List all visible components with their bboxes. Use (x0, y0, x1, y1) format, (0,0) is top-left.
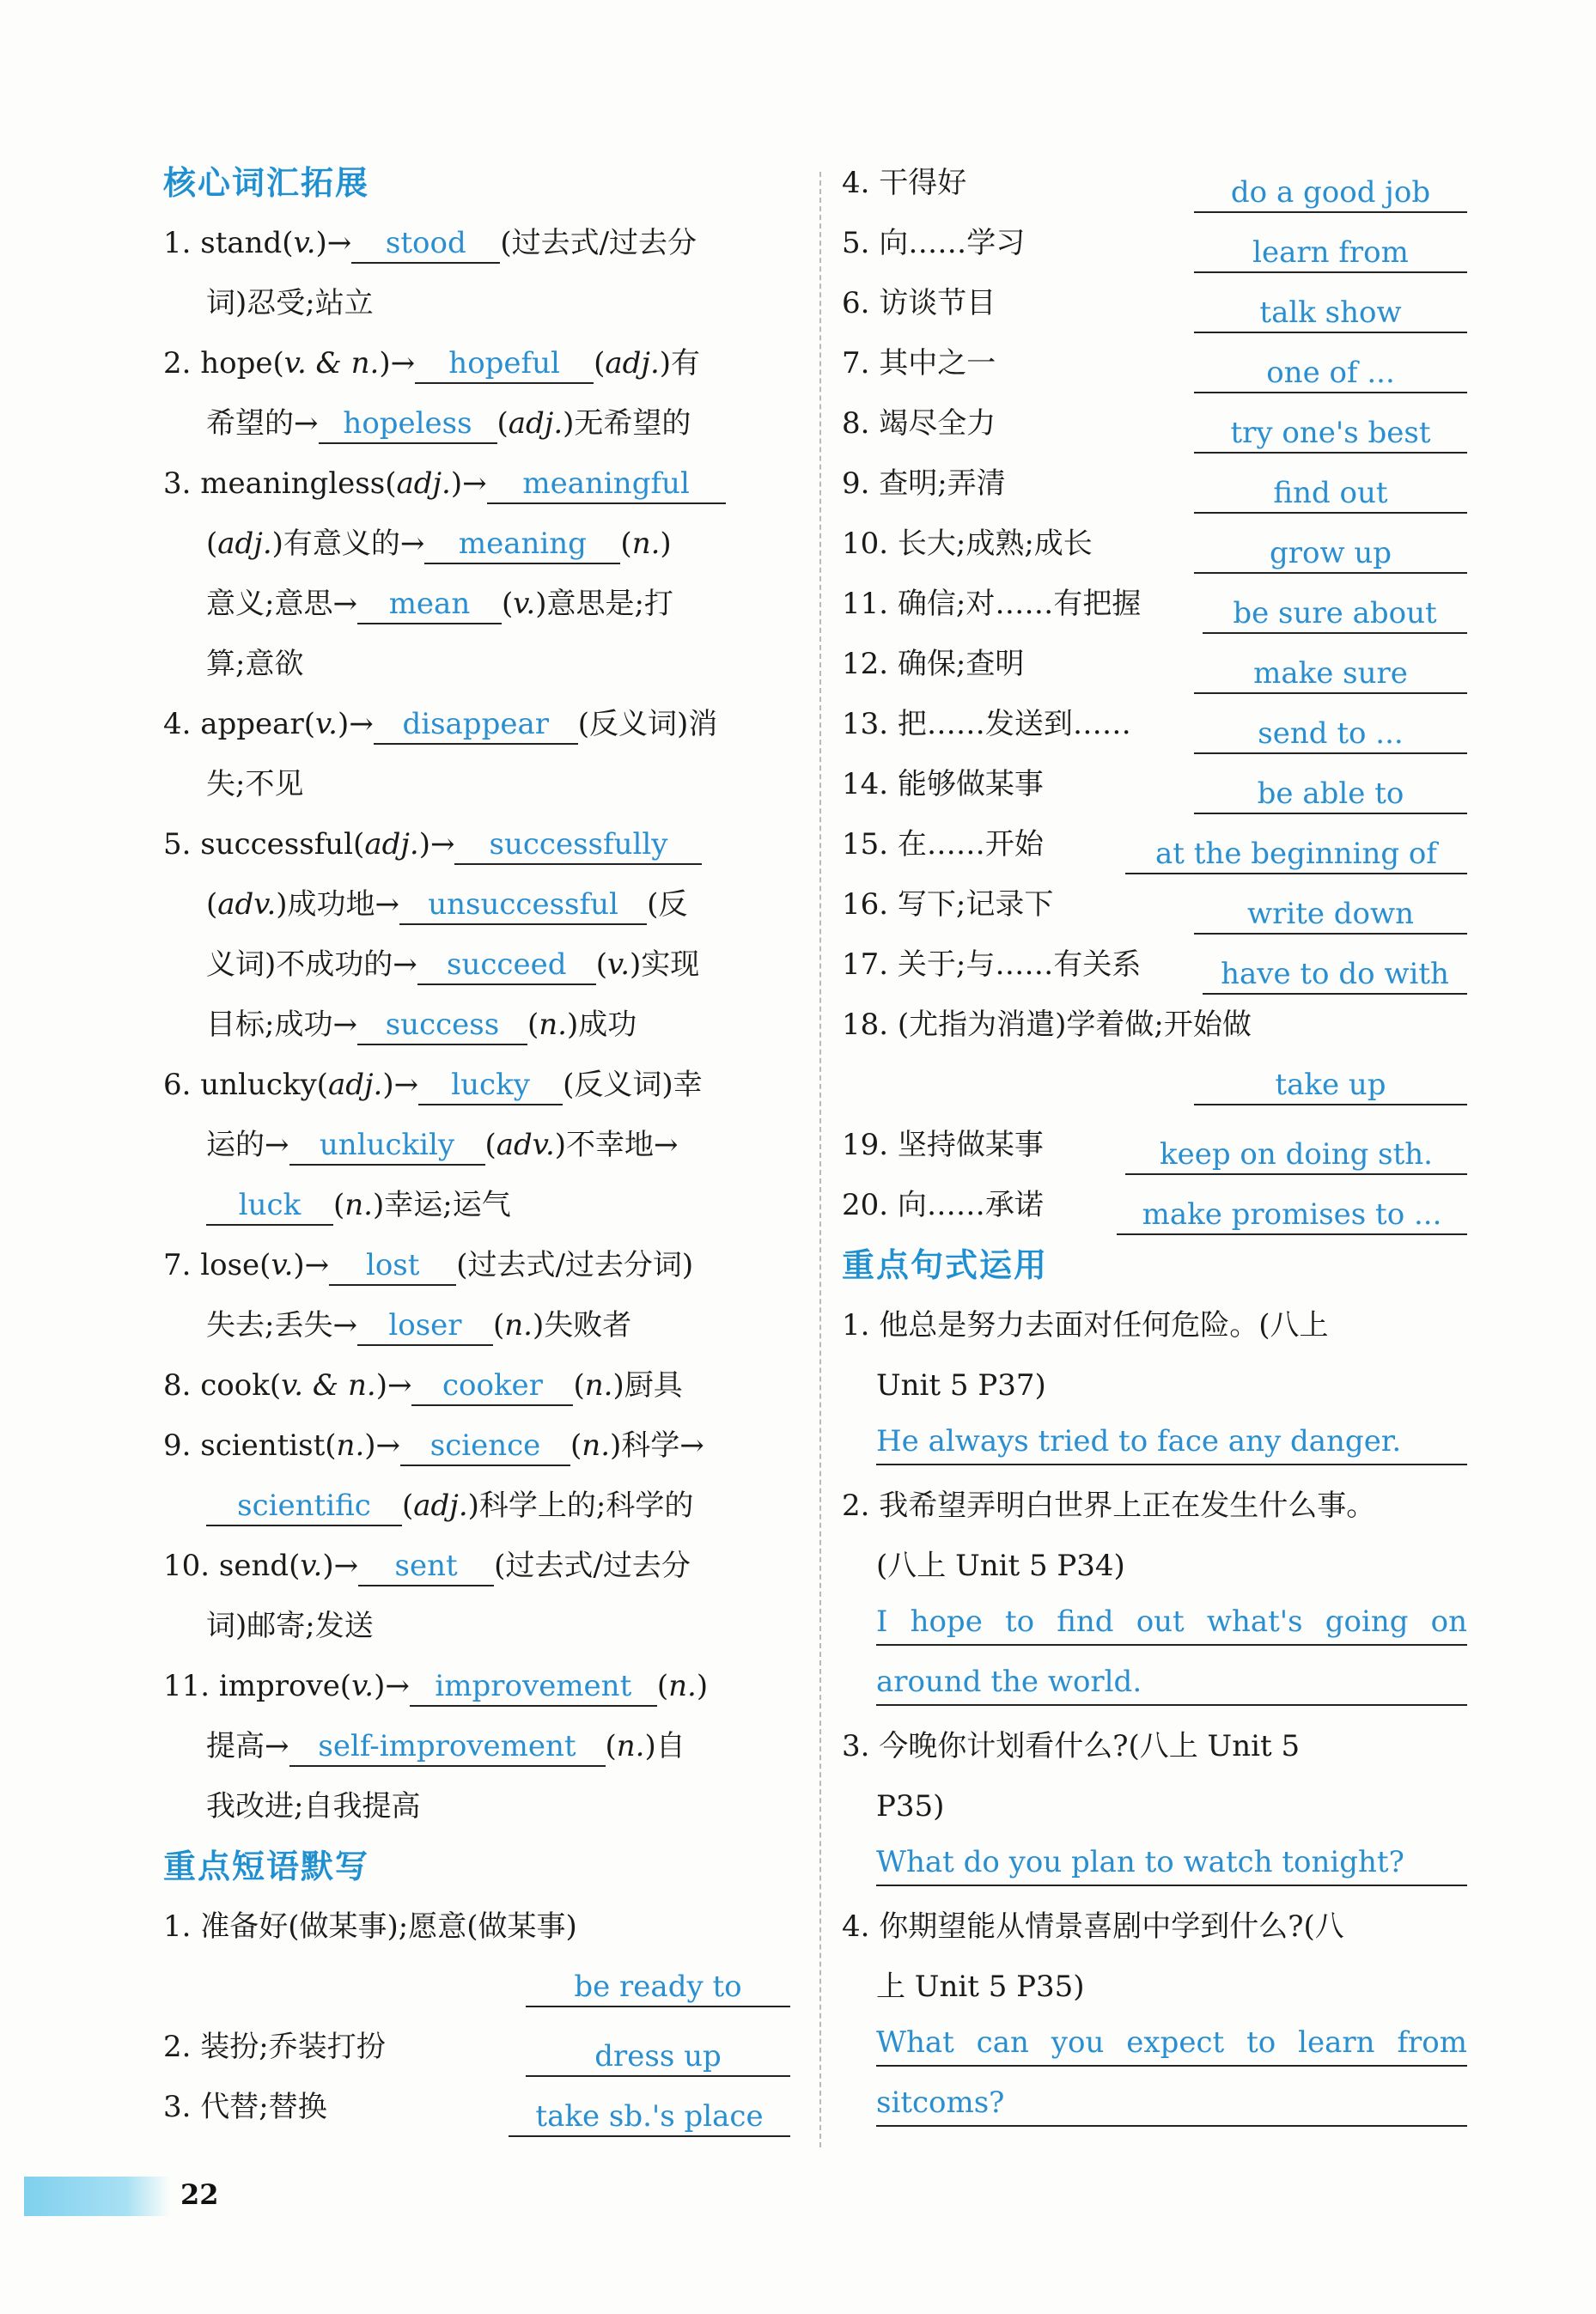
vocab-item-5-cont: (adv.)成功地→ unsuccessful (反 (163, 874, 790, 935)
phrase-8-row (842, 393, 1467, 454)
vocab-item-5-cont2: 义词)不成功的→ succeed (v.)实现 (163, 935, 790, 995)
phrase-answer[interactable]: have to do with (1203, 955, 1467, 995)
vocab-item-10-cont: 词)邮寄;发送 (206, 1609, 374, 1643)
answer-blank[interactable]: improvement (410, 1667, 657, 1707)
phrase-cn: 6. 访谈节目 (842, 286, 996, 320)
sentence-2-q-cont: (八上 Unit 5 P34) (876, 1549, 1125, 1583)
sentence-1-answer[interactable]: He always tried to face any danger. (876, 1416, 1467, 1465)
phrase-17-row (842, 935, 1467, 995)
phrase-cn: 8. 竭尽全力 (842, 406, 996, 441)
phrase-3-row (163, 2077, 790, 2137)
phrase-cn: 16. 写下;记录下 (842, 887, 1054, 922)
phrase-answer[interactable]: make sure (1194, 655, 1467, 694)
phrase-cn: 3. 代替;替换 (163, 2090, 327, 2124)
section-title-phrases: 重点短语默写 (163, 1848, 370, 1885)
vocab-item-3-cont2: 意义;意思→ mean (v.)意思是;打 (163, 574, 790, 634)
sentence-3-q-cont: P35) (876, 1789, 945, 1824)
phrase-1-row (163, 1957, 790, 2017)
answer-blank[interactable]: disappear (374, 705, 578, 745)
phrase-cn: 19. 坚持做某事 (842, 1128, 1044, 1162)
phrase-cn: 13. 把……发送到…… (842, 707, 1131, 741)
vocab-item-6-cont: 运的→ unluckily (adv.)不幸地→ (163, 1115, 790, 1175)
vocab-item-5-cont3: 目标;成功→ success (n.)成功 (163, 995, 790, 1055)
phrase-answer[interactable]: talk show (1194, 294, 1467, 333)
phrase-answer[interactable]: keep on doing sth. (1125, 1136, 1467, 1175)
vocab-item-11-cont2: 我改进;自我提高 (206, 1789, 421, 1824)
vocab-item-5: 5. successful(adj.)→ successfully (163, 814, 790, 874)
sentence-4-q-cont: 上 Unit 5 P35) (876, 1970, 1085, 2004)
phrase-16-row (842, 874, 1467, 935)
answer-blank[interactable]: meaningful (487, 465, 726, 504)
answer-blank[interactable]: stood (351, 224, 500, 264)
phrase-answer[interactable]: send to ... (1194, 715, 1467, 754)
phrase-9-row (842, 454, 1467, 514)
phrase-cn: 2. 装扮;乔装打扮 (163, 2030, 386, 2064)
phrase-answer[interactable]: be sure about (1203, 594, 1467, 634)
vocab-item-9-cont: scientific (adj.)科学上的;科学的 (163, 1476, 790, 1536)
vocab-item-1-cont: 词)忍受;站立 (206, 286, 374, 320)
phrase-answer[interactable]: grow up (1194, 534, 1467, 574)
sentence-2-answer-line1[interactable]: I hope to find out what's going on (876, 1596, 1467, 1646)
section-title-vocab: 核心词汇拓展 (163, 164, 370, 202)
phrase-answer[interactable]: try one's best (1194, 414, 1467, 454)
phrase-7-row (842, 333, 1467, 393)
phrase-answer[interactable]: one of ... (1194, 354, 1467, 393)
column-divider (819, 172, 821, 2147)
vocab-item-8: 8. cook(v. & n.)→ cooker (n.)厨具 (163, 1355, 790, 1416)
phrase-answer[interactable]: make promises to ... (1117, 1196, 1467, 1235)
phrase-20-row (842, 1175, 1467, 1235)
answer-blank[interactable]: cooker (411, 1367, 573, 1406)
vocab-item-7: 7. lose(v.)→ lost (过去式/过去分词) (163, 1235, 790, 1295)
phrase-cn: 5. 向……学习 (842, 226, 1026, 260)
answer-blank[interactable]: hopeful (415, 344, 594, 384)
answer-blank[interactable]: loser (357, 1306, 493, 1346)
phrase-13-row (842, 694, 1467, 754)
answer-blank[interactable]: scientific (206, 1487, 402, 1526)
vocab-item-11: 11. improve(v.)→ improvement (n.) (163, 1656, 790, 1716)
answer-blank[interactable]: unsuccessful (399, 886, 647, 925)
phrase-cn: 20. 向……承诺 (842, 1188, 1044, 1222)
phrase-cn: 12. 确保;查明 (842, 647, 1025, 681)
phrase-answer[interactable]: take up (1194, 1066, 1467, 1105)
left-column (163, 153, 790, 2137)
phrase-cn: 7. 其中之一 (842, 346, 996, 381)
phrase-cn: 11. 确信;对……有把握 (842, 587, 1142, 621)
phrase-answer[interactable]: take sb.'s place (509, 2098, 790, 2137)
phrase-answer[interactable]: write down (1194, 895, 1467, 935)
vocab-item-3: 3. meaningless(adj.)→ meaningful (163, 454, 790, 514)
phrase-cn: 4. 干得好 (842, 166, 967, 200)
vocab-item-6-cont2: luck (n.)幸运;运气 (163, 1175, 790, 1235)
phrase-11-row (842, 574, 1467, 634)
answer-blank[interactable]: self-improvement (289, 1727, 606, 1767)
right-column (842, 153, 1467, 2137)
vocab-item-1: 1. stand(v.)→ stood (过去式/过去分 (163, 213, 790, 273)
sentence-3-answer[interactable]: What do you plan to watch tonight? (876, 1836, 1467, 1886)
answer-blank[interactable]: science (400, 1427, 570, 1466)
vocab-item-10: 10. send(v.)→ sent (过去式/过去分 (163, 1536, 790, 1596)
phrase-answer[interactable]: be able to (1194, 775, 1467, 814)
page-number: 22 (180, 2178, 219, 2211)
phrase-18-cn: 18. (尤指为消遣)学着做;开始做 (842, 1008, 1252, 1042)
phrase-answer[interactable]: be ready to (526, 1968, 790, 2007)
vocab-item-7-cont: 失去;丢失→ loser (n.)失败者 (163, 1295, 790, 1355)
vocab-item-9: 9. scientist(n.)→ science (n.)科学→ (163, 1416, 790, 1476)
sentence-2-answer-line2[interactable]: around the world. (876, 1656, 1467, 1706)
answer-blank[interactable]: lost (329, 1246, 456, 1286)
phrase-answer[interactable]: dress up (526, 2037, 790, 2077)
phrase-12-row (842, 634, 1467, 694)
answer-blank[interactable]: successfully (454, 825, 702, 865)
phrase-19-row (842, 1115, 1467, 1175)
phrase-4-row (842, 153, 1467, 213)
phrase-1-cn: 1. 准备好(做某事);愿意(做某事) (163, 1909, 577, 1944)
section-title-sentences: 重点句式运用 (842, 1246, 1049, 1284)
sentence-1-q: 1. 他总是努力去面对任何危险。(八上 (842, 1308, 1329, 1343)
vocab-item-3-cont3: 算;意欲 (206, 647, 304, 681)
phrase-answer[interactable]: do a good job (1194, 174, 1467, 213)
page-number-bar (24, 2177, 170, 2216)
vocab-item-2: 2. hope(v. & n.)→ hopeful (adj.)有 (163, 333, 790, 393)
phrase-cn: 9. 查明;弄清 (842, 466, 1006, 501)
vocab-item-3-cont: (adj.)有意义的→ meaning (n.) (163, 514, 790, 574)
answer-blank[interactable]: mean (357, 585, 502, 624)
answer-blank[interactable]: hopeless (319, 405, 497, 444)
answer-blank[interactable]: meaning (424, 525, 620, 564)
phrase-18-row (842, 1055, 1467, 1115)
sentence-1-q-cont: Unit 5 P37) (876, 1368, 1046, 1403)
sentence-3-q: 3. 今晚你计划看什么?(八上 Unit 5 (842, 1729, 1301, 1763)
answer-blank[interactable]: success (357, 1006, 527, 1045)
phrase-14-row (842, 754, 1467, 814)
sentence-4-answer-line1[interactable]: What can you expect to learn from (876, 2017, 1467, 2067)
phrase-15-row (842, 814, 1467, 874)
phrase-cn: 14. 能够做某事 (842, 767, 1044, 801)
vocab-item-6: 6. unlucky(adj.)→ lucky (反义词)幸 (163, 1055, 790, 1115)
phrase-cn: 10. 长大;成熟;成长 (842, 527, 1093, 561)
vocab-item-4: 4. appear(v.)→ disappear (反义词)消 (163, 694, 790, 754)
phrase-answer[interactable]: learn from (1194, 234, 1467, 273)
sentence-4-q: 4. 你期望能从情景喜剧中学到什么?(八 (842, 1909, 1344, 1944)
phrase-cn: 15. 在……开始 (842, 827, 1044, 862)
vocab-item-2-cont: 希望的→ hopeless (adj.)无希望的 (163, 393, 790, 454)
sentence-4-answer-line2[interactable]: sitcoms? (876, 2077, 1467, 2127)
vocab-item-11-cont: 提高→ self-improvement (n.)自 (163, 1716, 790, 1776)
phrase-cn: 17. 关于;与……有关系 (842, 947, 1142, 982)
answer-blank[interactable]: sent (358, 1547, 494, 1586)
answer-blank[interactable]: luck (206, 1186, 333, 1226)
phrase-2-row (163, 2017, 790, 2077)
phrase-10-row (842, 514, 1467, 574)
answer-blank[interactable]: lucky (418, 1066, 563, 1105)
vocab-item-4-cont: 失;不见 (206, 767, 304, 801)
phrase-5-row (842, 213, 1467, 273)
answer-blank[interactable]: unluckily (289, 1126, 485, 1166)
phrase-answer[interactable]: at the beginning of (1125, 835, 1467, 874)
answer-blank[interactable]: succeed (417, 946, 596, 985)
phrase-6-row (842, 273, 1467, 333)
phrase-answer[interactable]: find out (1194, 474, 1467, 514)
sentence-2-q: 2. 我希望弄明白世界上正在发生什么事。 (842, 1489, 1376, 1523)
